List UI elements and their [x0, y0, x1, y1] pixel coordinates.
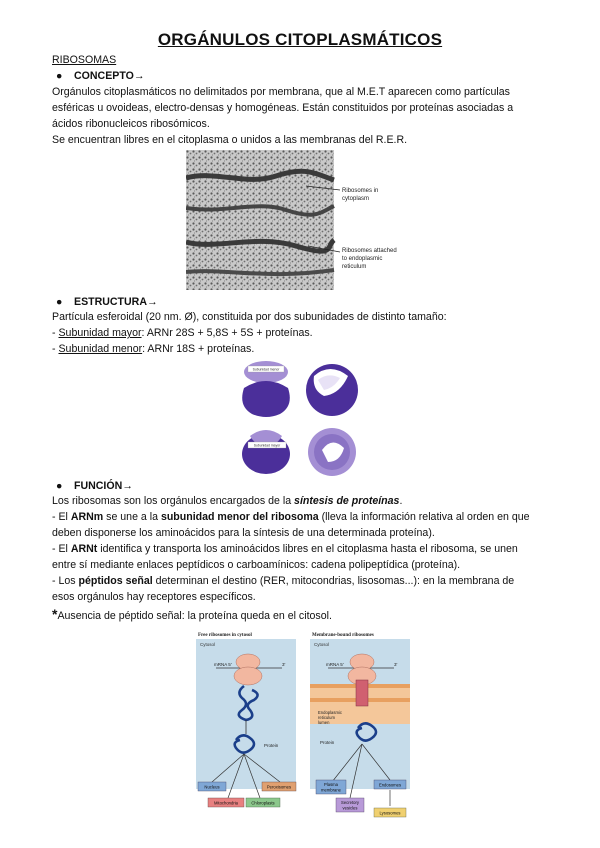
- micrograph-figure: [186, 150, 426, 290]
- funcion-line: deben disponerse los aminoácidos para la síntesis de una determinada proteína).: [52, 527, 435, 539]
- svg-text:Cytosol: Cytosol: [200, 642, 216, 647]
- figure-right-title: Membrane-bound ribosomes: [312, 633, 374, 638]
- micrograph-label: reticulum: [342, 264, 367, 270]
- svg-text:Secretory: Secretory: [341, 800, 359, 805]
- concepto-heading: ● CONCEPTO→: [56, 70, 145, 82]
- funcion-line: - El ARNm se une a la subunidad menor del ribosoma (lleva la información relativa al orden en que: [52, 511, 530, 523]
- funcion-heading: ● FUNCIÓN→: [56, 480, 133, 492]
- svg-text:3': 3': [282, 662, 286, 667]
- bullet-icon: ●: [56, 296, 63, 308]
- funcion-line: Los ribosomas son los orgánulos encargados de la síntesis de proteínas.: [52, 495, 403, 507]
- svg-text:Cytosol: Cytosol: [314, 642, 330, 647]
- page-title: ORGÁNULOS CITOPLASMÁTICOS: [157, 30, 443, 49]
- micrograph-label: Ribosomes in: [342, 188, 379, 194]
- svg-text:vesicles: vesicles: [342, 805, 358, 811]
- funcion-note: *Ausencia de péptido señal: la proteína queda en el citosol.: [52, 606, 332, 622]
- svg-text:Plasma: Plasma: [324, 782, 338, 787]
- svg-text:Nucleus: Nucleus: [204, 784, 220, 790]
- estructura-menor: - Subunidad menor: ARNr 18S + proteínas.: [52, 343, 255, 355]
- figure-left-title: Free ribosomes in cytosol: [198, 633, 252, 638]
- svg-text:Endosomes: Endosomes: [378, 782, 402, 788]
- estructura-heading: ● ESTRUCTURA→: [56, 296, 158, 308]
- bullet-icon: ●: [56, 480, 63, 492]
- svg-text:mRNA 5': mRNA 5': [326, 662, 344, 667]
- micrograph-label: Ribosomes attached: [342, 248, 397, 254]
- svg-text:lumen: lumen: [318, 720, 330, 725]
- concepto-line: Se encuentran libres en el citoplasma o unidos a las membranas del R.E.R.: [52, 134, 408, 146]
- concepto-line: ácidos ribonucleicos ribosómicos.: [52, 118, 210, 130]
- svg-text:Protein: Protein: [264, 743, 279, 748]
- svg-text:mRNA 5': mRNA 5': [214, 662, 232, 667]
- micrograph-label: to endoplasmic: [342, 256, 383, 262]
- svg-text:Endoplasmic: Endoplasmic: [318, 710, 342, 715]
- estructura-mayor: - Subunidad mayor: ARNr 28S + 5,8S + 5S + proteínas.: [52, 327, 313, 339]
- concepto-line: esféricas u ovoideas, electro-densas y homogéneas. Están constituidos por proteínas asociadas a: [52, 102, 514, 114]
- svg-text:3': 3': [394, 662, 398, 667]
- svg-text:Protein: Protein: [320, 740, 335, 745]
- section-heading-ribosomas: RIBOSOMAS: [52, 54, 117, 66]
- estructura-line: Partícula esferoidal (20 nm. Ø), constituida por dos subunidades de distinto tamaño:: [52, 311, 447, 323]
- funcion-line: - Los péptidos señal determinan el destino (RER, mitocondrias, lisosomas...): en la membrana de: [52, 575, 515, 587]
- concepto-line: Orgánulos citoplasmáticos no delimitados por membrana, que al M.E.T aparecen como partículas: [52, 86, 510, 98]
- svg-text:Mitochondria: Mitochondria: [214, 800, 238, 806]
- micrograph-label: cytoplasm: [342, 196, 370, 202]
- diagram-label-small: Subunidad menor: [252, 367, 280, 372]
- svg-text:Peroxisomes: Peroxisomes: [266, 784, 292, 790]
- diagram-label-large: Subunidad mayor: [253, 443, 281, 448]
- funcion-line: entre sí mediante enlaces peptídicos o carboamínicos: cadena polipeptídica (proteína).: [52, 559, 461, 571]
- funcion-line: - El ARNt identifica y transporta los aminoácidos libres en el citoplasma hasta el ribosoma, se unen: [52, 543, 518, 555]
- svg-text:membrane: membrane: [320, 787, 342, 793]
- svg-text:Chloroplasts: Chloroplasts: [251, 800, 275, 806]
- svg-text:Lysosomes: Lysosomes: [379, 810, 401, 816]
- bullet-icon: ●: [56, 70, 63, 82]
- ribosome-diagram: [236, 358, 362, 476]
- protein-targeting-figure: [194, 630, 412, 826]
- funcion-line: esos orgánulos hay receptores específicos.: [52, 591, 256, 603]
- svg-text:reticulum: reticulum: [318, 715, 335, 720]
